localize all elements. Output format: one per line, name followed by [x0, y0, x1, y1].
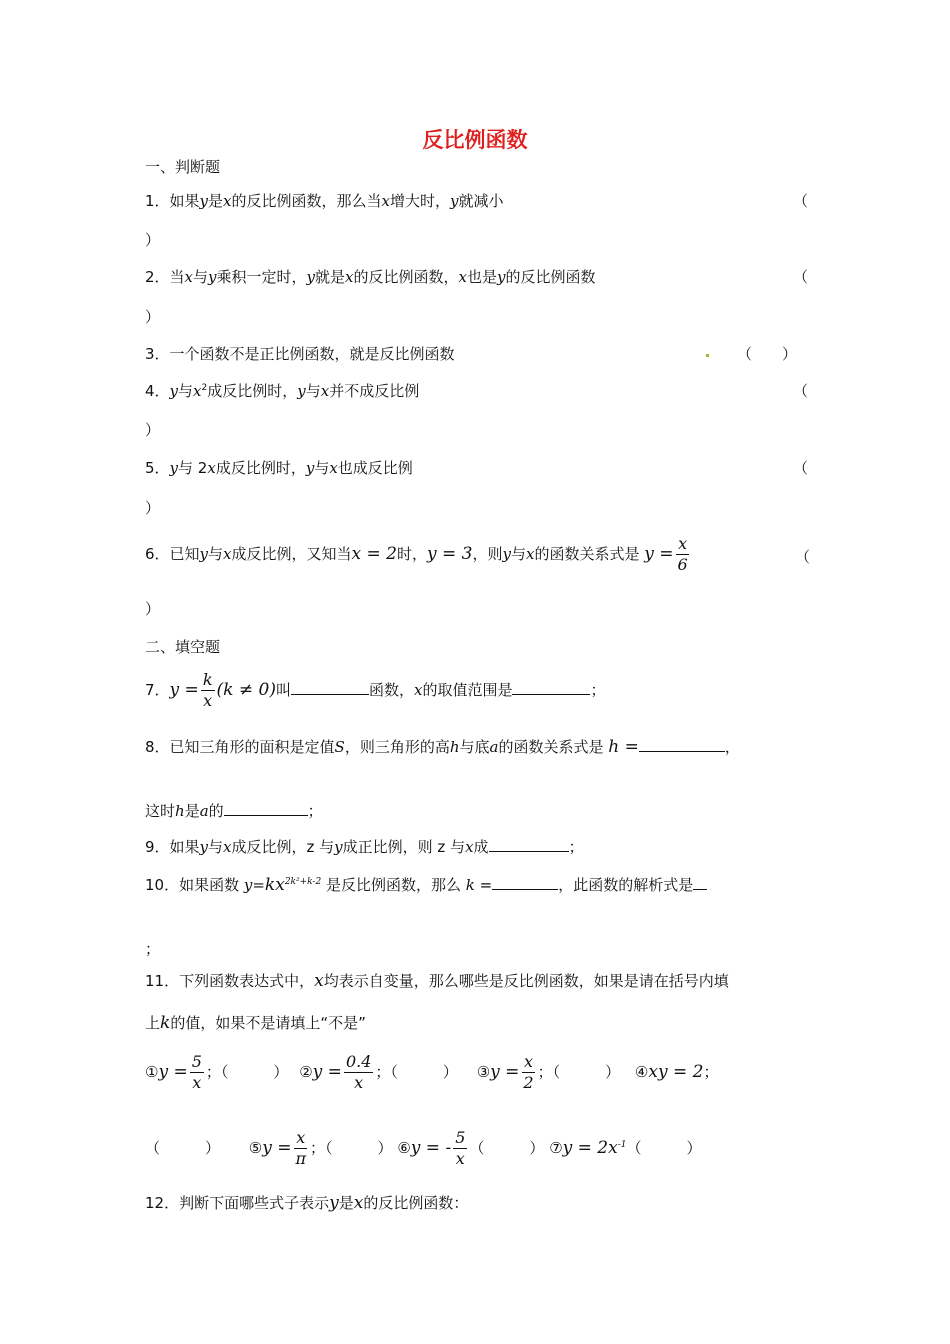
section-heading-judgement: 一、判断题: [145, 158, 221, 176]
question-3: 3．一个函数不是正比例函数，就是反比例函数: [145, 345, 455, 363]
expression-item-3: ③y = $\frac{x}{2}$ ；（ ）: [476, 1052, 621, 1092]
answer-blank[interactable]: [512, 680, 590, 695]
question-11: 11．下列函数表达式中，x均表示自变量，那么哪些是反比例函数，如果是请在括号内填: [145, 971, 729, 991]
answer-blank[interactable]: [492, 875, 558, 890]
answer-paren-close-2: ）: [145, 308, 161, 326]
expression-item-7: ⑦y = $2x^{-1}$（ ）: [549, 1138, 702, 1158]
expression-item-2: ②y = $\frac{0.4}{x}$ ；（ ）: [299, 1052, 458, 1092]
expression-row-1: [145, 1052, 718, 1093]
expression-item-5: ⑤y = $\frac{x}{\pi}$ ；（ ）: [248, 1128, 393, 1168]
question-9: 9．如果y与x成反比例，z 与y成正比例，则 z 与x成 ；: [145, 838, 584, 856]
question-2: 2．当x与y乘积一定时，y就是x的反比例函数，x也是y的反比例函数: [145, 268, 596, 286]
question-12: 12．判断下面哪些式子表示y是x的反比例函数：: [145, 1193, 469, 1213]
answer-paren-close-1: ）: [145, 231, 161, 249]
question-7: 7．y = $\frac{k}{x}$ (k ≠ 0)叫 函数，x的取值范围是 ；: [145, 670, 606, 710]
expression-row-2: （ ） ⑤y = $\frac{x}{\pi}$ ；（ ） ⑥y = - $\frac{5}{x}$ （ ） ⑦y = $2x^{-1}$（ ）: [145, 1128, 702, 1168]
answer-blank[interactable]: [291, 680, 369, 695]
question-8: 8．已知三角形的面积是定值S，则三角形的高h与底a的函数关系式是 h = ，: [145, 737, 740, 757]
answer-paren-open-1: （: [793, 192, 809, 210]
answer-paren-close-4: ）: [145, 421, 161, 439]
answer-paren-open-5: （: [793, 459, 809, 477]
answer-paren-open-4: （: [793, 382, 809, 400]
question-1: 1．如果y是x的反比例函数，那么当x增大时，y就减小: [145, 192, 504, 210]
question-4: 4．y与$x^2$成反比例时，y与x并不成反比例: [145, 382, 420, 400]
section-heading-fill: 二、填空题: [145, 638, 221, 656]
answer-paren-open-6: （: [795, 548, 811, 566]
expression-item-1: ①y = $\frac{5}{x}$ ；（ ）: [145, 1052, 289, 1092]
answer-blank[interactable]: [224, 801, 308, 816]
expression-item-6: ⑥y = - $\frac{5}{x}$ （ ）: [397, 1128, 545, 1168]
answer-blank[interactable]: [639, 737, 725, 752]
answer-blank[interactable]: [489, 837, 569, 852]
answer-paren-close-5: ）: [145, 499, 161, 517]
question-6: 6．已知y与x成反比例，又知当x = 2时，y = 3，则y与x的函数关系式是 y = $\frac{x}{6}$: [145, 534, 688, 574]
question-8-cont: 这时h是a的 ；: [145, 802, 323, 820]
expression-item-4: ④xy = 2；: [634, 1062, 719, 1082]
question-10-end: ；: [145, 940, 161, 958]
answer-paren-3: （ ）: [737, 345, 798, 363]
question-5: 5．y与 2x成反比例时，y与x也成反比例: [145, 459, 413, 477]
fraction: $\frac{k}{x}$: [202, 670, 213, 710]
fraction: $\frac{x}{6}$: [677, 534, 688, 574]
question-10: 10．如果函数 $y=kx^{2k^2+k-2}$ 是反比例函数，那么 k = ，此函数的解析式是: [145, 874, 707, 895]
answer-paren-close-6: ）: [145, 600, 161, 618]
answer-blank[interactable]: [693, 875, 707, 890]
mark-dot: [706, 343, 709, 361]
question-11-cont: 上k的值，如果不是请填上“不是”: [145, 1013, 366, 1033]
page-title: 反比例函数: [422, 128, 528, 152]
answer-paren-open-2: （: [793, 268, 809, 286]
